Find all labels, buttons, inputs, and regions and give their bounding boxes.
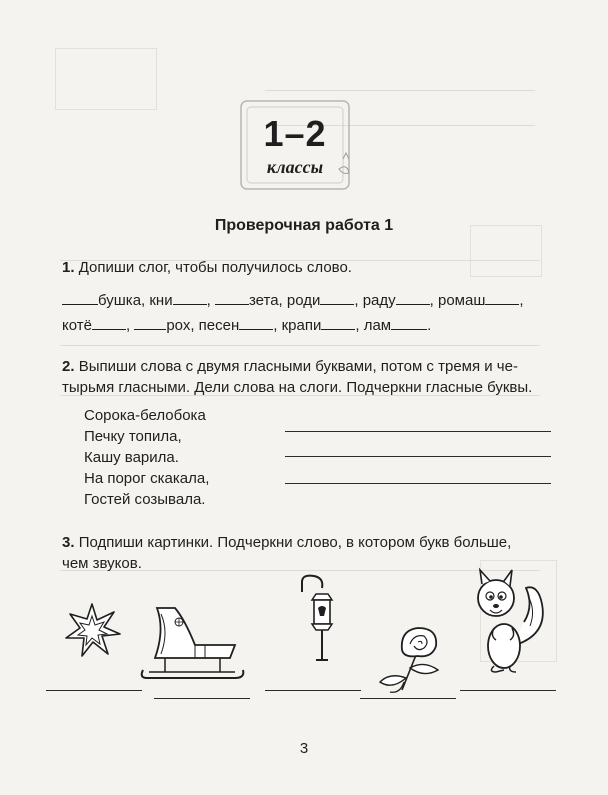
answer-blank[interactable] bbox=[391, 315, 427, 330]
answer-line[interactable] bbox=[285, 456, 551, 457]
answer-blank[interactable] bbox=[92, 315, 126, 330]
task3-prompt-line1 bbox=[62, 533, 511, 553]
word-fragment: бушка, кни bbox=[98, 292, 173, 309]
answer-blank[interactable] bbox=[134, 315, 166, 330]
word-separator: , bbox=[125, 317, 135, 334]
picture-answer-line[interactable] bbox=[360, 698, 456, 699]
word-fragment: , раду bbox=[354, 292, 396, 309]
poem-line: Печку топила, bbox=[84, 428, 182, 445]
page-number: 3 bbox=[299, 740, 309, 757]
badge-title: 1–2 bbox=[263, 113, 327, 154]
word-separator: . bbox=[427, 317, 432, 334]
rose-icon bbox=[372, 620, 452, 695]
word-fragment: рох, песен bbox=[166, 317, 240, 334]
task1-row1 bbox=[62, 290, 524, 311]
task2-number: 2. bbox=[62, 358, 75, 375]
task3-text: Подпиши картинки. Подчеркни слово, в котором букв больше, bbox=[78, 534, 512, 551]
poem-line: Сорока-белобока bbox=[84, 407, 206, 424]
answer-blank[interactable] bbox=[239, 315, 273, 330]
task3-number: 3. bbox=[62, 534, 75, 551]
word-separator: , bbox=[519, 292, 524, 309]
word-fragment: котё bbox=[62, 317, 92, 334]
task2-prompt-line1 bbox=[62, 357, 518, 377]
picture-answer-line[interactable] bbox=[265, 690, 361, 691]
answer-blank[interactable] bbox=[396, 290, 430, 305]
answer-line[interactable] bbox=[285, 483, 551, 484]
answer-line[interactable] bbox=[285, 431, 551, 432]
answer-blank[interactable] bbox=[62, 290, 98, 305]
task2-prompt-line2: тырьмя гласными. Дели слова на слоги. Подчеркни гласные буквы. bbox=[62, 379, 533, 396]
picture-answer-line[interactable] bbox=[46, 690, 142, 691]
task1-text: Допиши слог, чтобы получилось слово. bbox=[78, 259, 352, 276]
word-separator: , bbox=[206, 292, 215, 309]
poem-line: Гостей созывала. bbox=[84, 491, 206, 508]
answer-blank[interactable] bbox=[215, 290, 249, 305]
poem-line: На порог скакала, bbox=[84, 470, 210, 487]
picture-answer-line[interactable] bbox=[154, 698, 250, 699]
page-title: Проверочная работа 1 bbox=[214, 217, 394, 234]
ghost-box bbox=[55, 48, 157, 110]
task2-text: Выпиши слова с двумя гласными буквами, потом с тремя и че- bbox=[78, 358, 518, 375]
task1-number: 1. bbox=[62, 259, 75, 276]
word-fragment: , лам bbox=[355, 317, 392, 334]
badge-subtitle: классы bbox=[266, 157, 324, 177]
picture-answer-line[interactable] bbox=[460, 690, 556, 691]
task1-prompt bbox=[62, 258, 352, 278]
poem-line: Кашу варила. bbox=[84, 449, 179, 466]
answer-blank[interactable] bbox=[321, 315, 355, 330]
word-fragment: зета, роди bbox=[248, 292, 321, 309]
ghost-line bbox=[265, 90, 535, 91]
answer-blank[interactable] bbox=[173, 290, 207, 305]
ghost-line bbox=[60, 345, 540, 346]
squirrel-icon bbox=[460, 566, 550, 681]
grade-badge bbox=[235, 95, 355, 195]
task3-prompt-line2: чем звуков. bbox=[62, 555, 142, 572]
sled-icon bbox=[135, 600, 250, 685]
answer-blank[interactable] bbox=[485, 290, 519, 305]
answer-blank[interactable] bbox=[320, 290, 354, 305]
word-fragment: , крапи bbox=[273, 317, 322, 334]
lantern-icon bbox=[296, 572, 346, 667]
task1-row2 bbox=[62, 315, 431, 336]
star-icon bbox=[62, 600, 122, 660]
word-fragment: , ромаш bbox=[429, 292, 486, 309]
